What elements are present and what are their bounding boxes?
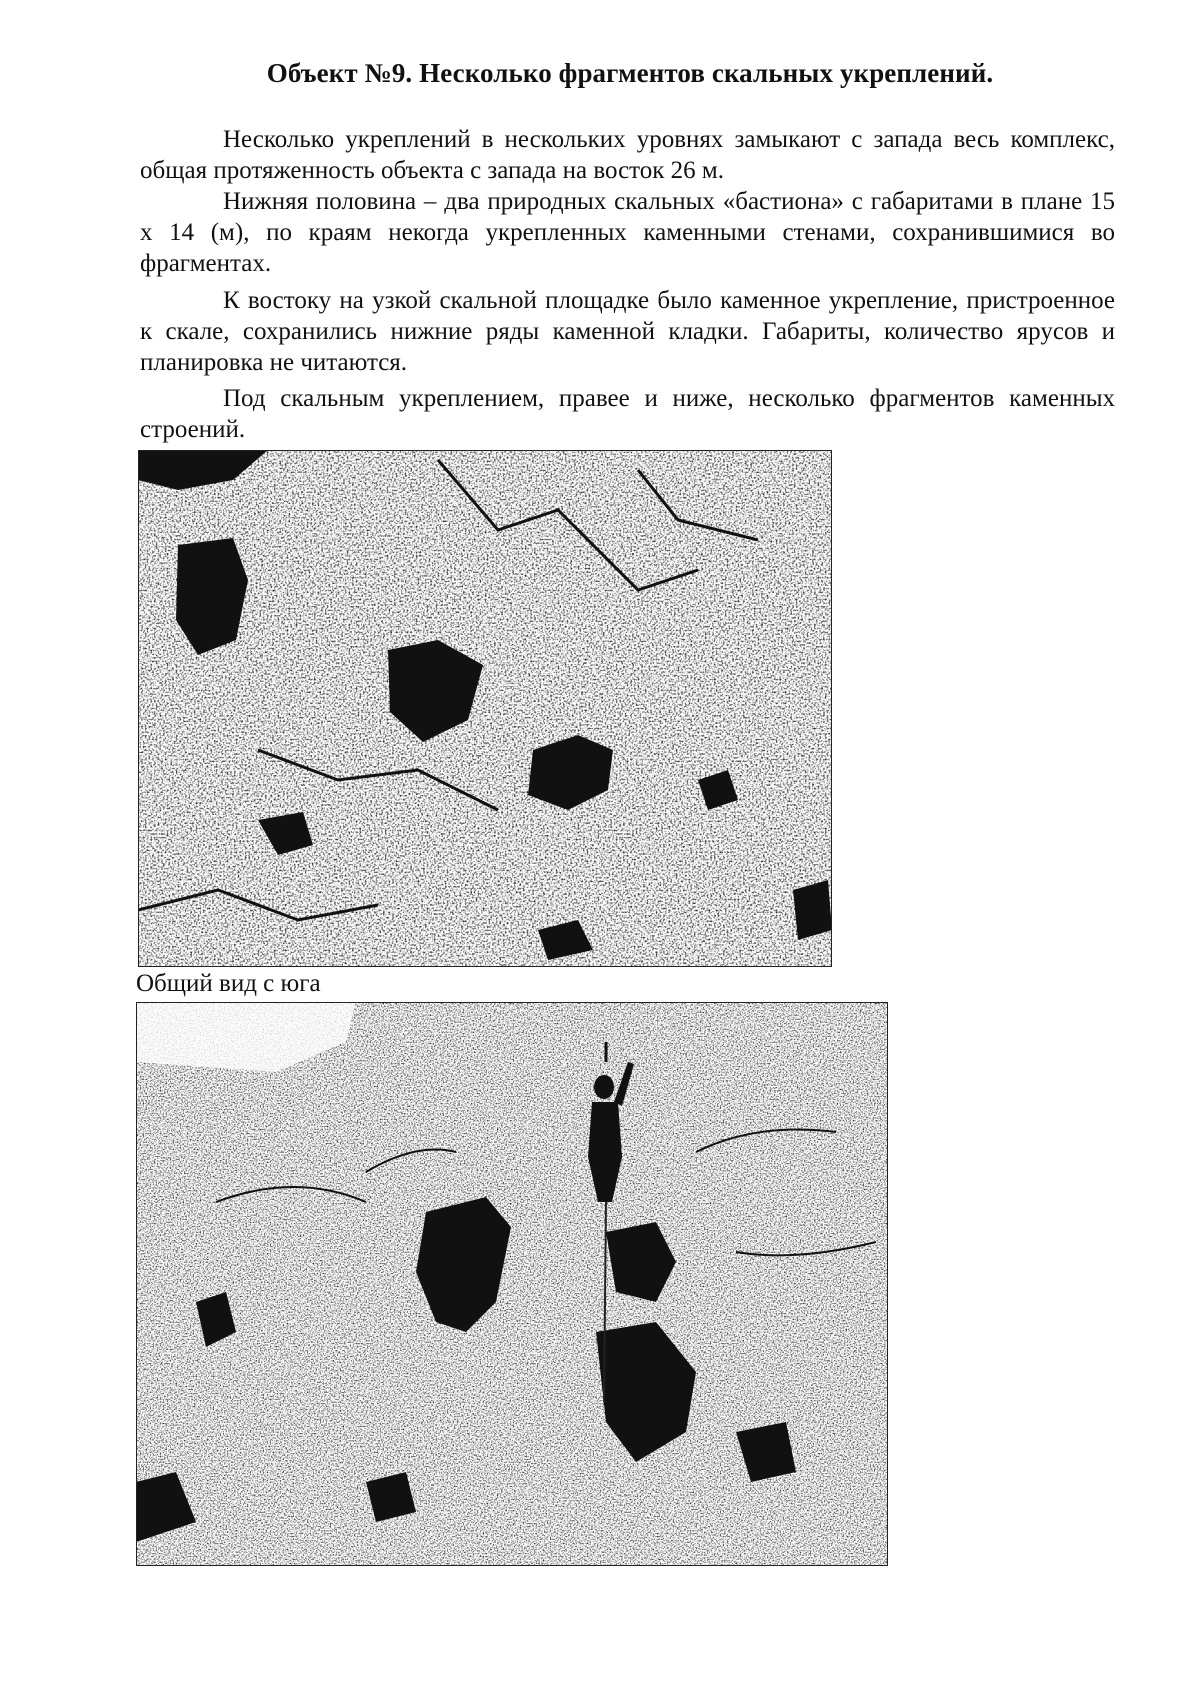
- paragraph-1: Несколько укреплений в нескольких уровнях замыкают с запада весь комплекс, общая протяженность объекта с запада на восток 26 м.: [140, 126, 1115, 184]
- paragraph-2: Нижняя половина – два природных скальных «бастиона» с габаритами в плане 15 х 14 (м), по краям некогда укрепленных каменными стенами, сохранившимися во фрагментах.: [140, 188, 1115, 277]
- photo-1-caption: Общий вид с юга: [136, 970, 321, 997]
- paragraph-3: К востоку на узкой скальной площадке было каменное укрепление, пристроенное к скале, сохранились нижние ряды каменной кладки. Габариты, количество ярусов и планировка не читаются.: [140, 287, 1115, 376]
- photo-2-image: [136, 1002, 888, 1566]
- photo-1-image: [138, 450, 832, 967]
- document-title: Объект №9. Несколько фрагментов скальных укреплений.: [266, 58, 994, 88]
- photo-rock-fortification-south-view: [138, 450, 832, 967]
- paragraph-4: Под скальным укреплением, правее и ниже, несколько фрагментов каменных строений.: [140, 385, 1115, 443]
- photo-rock-fortification-climber: [136, 1002, 888, 1566]
